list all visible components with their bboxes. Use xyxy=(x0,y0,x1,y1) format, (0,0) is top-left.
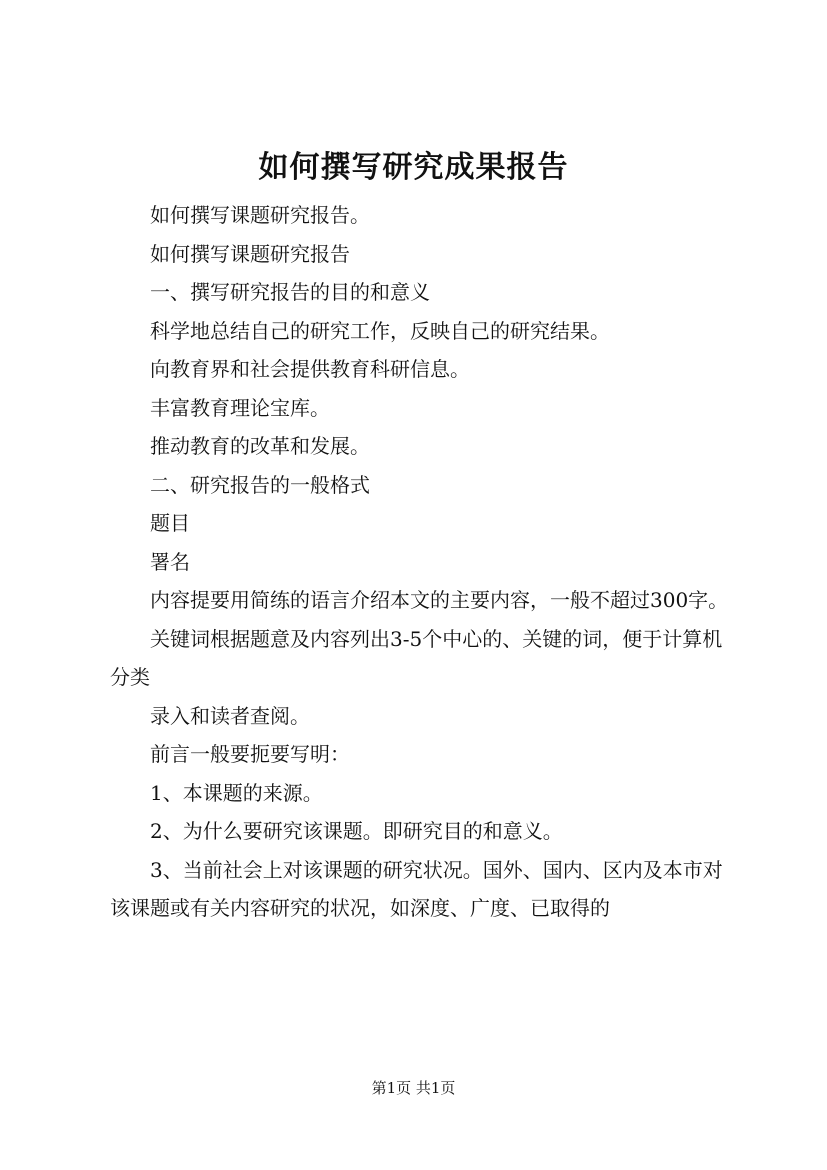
section-heading: 一、撰写研究报告的目的和意义 xyxy=(150,280,430,304)
paragraph: 如何撰写课题研究报告。 xyxy=(150,203,370,227)
document-title: 如何撰写研究成果报告 xyxy=(258,150,569,185)
paragraph: 丰富教育理论宝库。 xyxy=(150,395,330,420)
paragraph: 关键词根据题意及内容列出3-5个中心的、关键的词，便于计算机分类 xyxy=(110,626,723,689)
list-item: 2、为什么要研究该课题。即研究目的和意义。 xyxy=(150,819,563,843)
paragraph: 署名 xyxy=(150,549,190,574)
document-body xyxy=(110,196,730,928)
paragraph: 如何撰写课题研究报告 xyxy=(150,241,350,266)
paragraph: 科学地总结自己的研究工作，反映自己的研究结果。 xyxy=(150,318,610,343)
paragraph: 前言一般要扼要写明： xyxy=(150,742,350,766)
list-item: 3、当前社会上对该课题的研究状况。国外、国内、区内及本市对该课题或有关内容研究的状况，如深度、广度、已取得的 xyxy=(110,857,723,920)
paragraph: 录入和读者查阅。 xyxy=(150,703,310,728)
list-item: 1、本课题的来源。 xyxy=(150,780,323,805)
paragraph: 推动教育的改革和发展。 xyxy=(150,434,370,458)
page-footer: 第1页 共1页 xyxy=(371,1079,456,1097)
section-heading: 二、研究报告的一般格式 xyxy=(150,472,370,497)
paragraph: 向教育界和社会提供教育科研信息。 xyxy=(150,357,470,381)
paragraph: 内容提要用简练的语言介绍本文的主要内容，一般不超过300字。 xyxy=(150,588,729,612)
paragraph: 题目 xyxy=(150,511,190,535)
